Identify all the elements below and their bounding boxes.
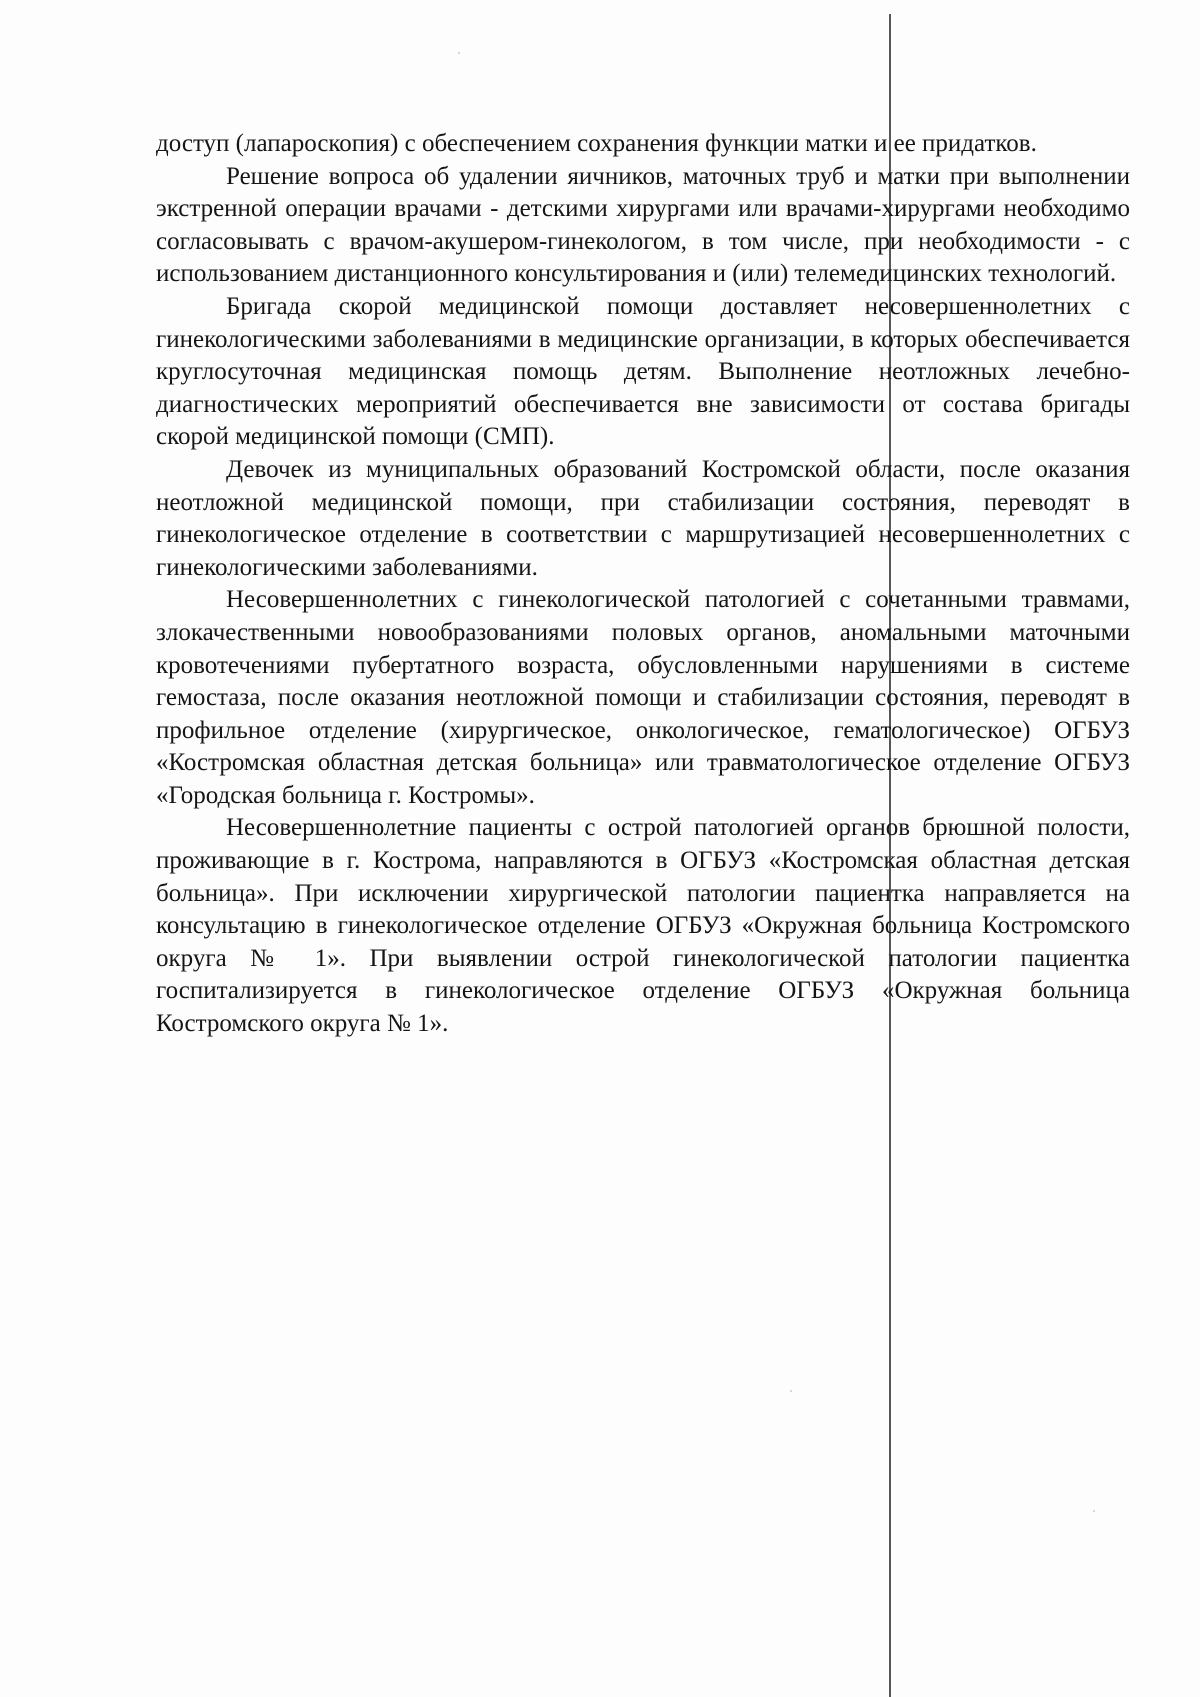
paragraph-surgery-decision: Решение вопроса об удалении яичников, маточных труб и матки при выполнении экстренной операции врачами - детскими хирургами или врачами-хирургами необходимо согласовывать с врачом-акушером-гинекологом, в том числе, при необходимости - с использованием дистанционного консультирования и (или) телемедицинских технологий. [156, 162, 1130, 288]
scan-speck [790, 1390, 792, 1392]
paragraph-ambulance: Бригада скорой медицинской помощи доставляет несовершеннолетних с гинекологическими заболеваниями в медицинские организации, в которых обеспечивается круглосуточная медицинская помощь детям. Выполнение неотложных лечебно-диагностических мероприятий обеспечивается вне зависимости от состава бригады скорой медицинской помощи (СМП). [156, 292, 1130, 451]
paragraph-municipal-transfer: Девочек из муниципальных образований Костромской области, после оказания неотложной медицинской помощи, при стабилизации состояния, переводят в гинекологическое отделение в соответствии с маршрутизацией несовершеннолетних с гинекологическими заболеваниями. [156, 455, 1130, 581]
scan-speck [1093, 1510, 1095, 1512]
scan-speck [458, 52, 460, 54]
paragraph-continuation: доступ (лапароскопия) с обеспечением сохранения функции матки и ее придатков. [156, 130, 1037, 157]
document-body [156, 128, 1130, 1041]
paragraph-abdominal-pathology: Несовершеннолетние пациенты с острой патологией органов брюшной полости, проживающие в г. Кострома, направляются в ОГБУЗ «Костромская областная детская больница». При исключении хирургической патологии пациентка направляется на консультацию в гинекологическое отделение ОГБУЗ «Окружная больница Костромского округа № 1». При выявлении острой гинекологической патологии пациентка госпитализируется в гинекологическое отделение ОГБУЗ «Окружная больница Костромского округа № 1». [156, 814, 1130, 1038]
paragraph-profile-transfer: Несовершеннолетних с гинекологической патологией с сочетанными травмами, злокачественными новообразованиями половых органов, аномальными маточными кровотечениями пубертатного возраста, обусловленными нарушениями в системе гемостаза, после оказания неотложной помощи и стабилизации состояния, переводят в профильное отделение (хирургическое, онкологическое, гематологическое) ОГБУЗ «Костромская областная детская больница» или травматологическое отделение ОГБУЗ «Городская больница г. Костромы». [156, 586, 1130, 809]
